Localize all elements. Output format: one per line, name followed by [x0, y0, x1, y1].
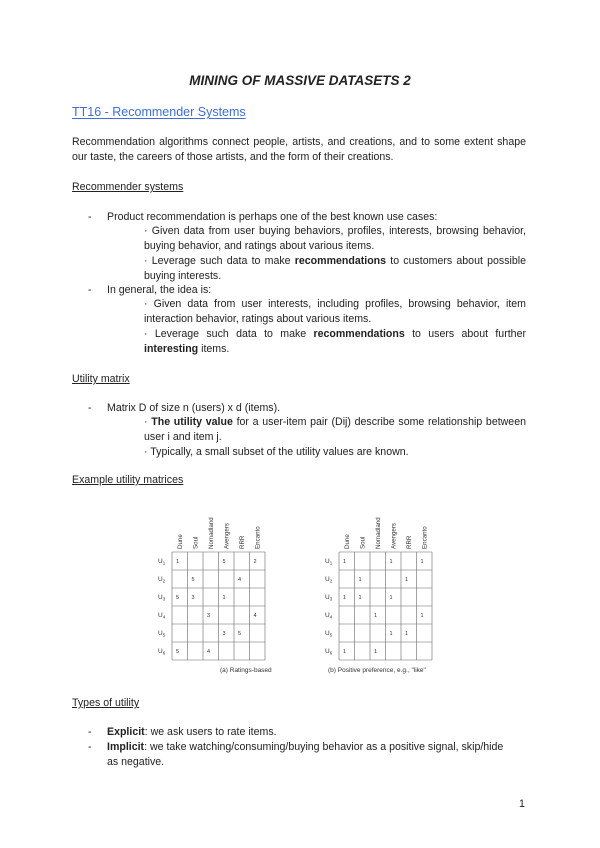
like-matrix	[325, 517, 432, 660]
ratings-matrix-row-label: $U_3$	[158, 594, 166, 602]
bullet-text: Product recommendation is perhaps one of the best known use cases:	[107, 211, 438, 223]
like-matrix-cell-value: 1	[420, 613, 424, 619]
document-title: MINING OF MASSIVE DATASETS 2	[189, 73, 411, 88]
ratings-matrix-row-label: $U_1$	[158, 558, 166, 566]
ratings-matrix-row-label: $U_6$	[158, 648, 166, 656]
bullet-dash: -	[88, 284, 92, 296]
like-matrix-row-label: $U_4$	[325, 612, 333, 620]
bullet-dash: -	[88, 211, 92, 223]
bullet-text: Implicit: we take watching/consuming/buying behavior as a positive signal, skip/hide	[107, 741, 504, 753]
sub-bullet-leverage: · Leverage such data to make recommendations to customers about possible buying interests.	[144, 255, 526, 282]
sub-bullet-utility-value: · The utility value for a user-item pair (Dij) describe some relationship between user i and item j.	[144, 416, 526, 443]
like-matrix-column-label: Soul	[359, 536, 367, 549]
ratings-matrix-column-label: RRR	[238, 535, 246, 549]
ratings-matrix-row-label: $U_4$	[158, 612, 166, 620]
like-matrix-row-label: $U_3$	[325, 594, 333, 602]
ratings-matrix-cell-value: 5	[176, 649, 180, 655]
like-matrix-cell-value: 1	[343, 595, 347, 601]
sub-bullet-leverage-users: · Leverage such data to make recommendations to users about further interesting items.	[144, 328, 526, 355]
like-matrix-column-label: Nomadland	[374, 517, 382, 549]
bullet-text: Explicit: we ask users to rate items.	[107, 726, 277, 738]
like-matrix-row-label: $U_2$	[325, 576, 333, 584]
like-matrix-cell-value: 1	[374, 649, 378, 655]
like-matrix-cell-value: 1	[405, 577, 409, 583]
recommender-systems-heading: Recommender systems	[72, 181, 184, 193]
intro-paragraph: Recommendation algorithms connect people, artists, and creations, and to some extent shape our taste, the careers of those artists, and the form of their creations.	[72, 136, 526, 163]
ratings-matrix-cell-value: 1	[222, 595, 226, 601]
ratings-matrix-cell-value: 3	[207, 613, 211, 619]
ratings-matrix-cell-value: 3	[222, 631, 226, 637]
like-matrix-row-label: $U_5$	[325, 630, 333, 638]
ratings-matrix-column-label: Soul	[192, 536, 200, 549]
like-matrix-cell-value: 1	[358, 595, 362, 601]
ratings-matrix-cell-value: 4	[253, 613, 257, 619]
like-matrix-cell-value: 1	[343, 649, 347, 655]
ratings-matrix-cell-value: 2	[253, 559, 257, 565]
section-link[interactable]: TT16 - Recommender Systems	[72, 105, 246, 119]
like-matrix-cell-value: 1	[420, 559, 424, 565]
ratings-matrix-cell-value: 5	[191, 577, 195, 583]
sub-bullet-given-data: · Given data from user buying behaviors, profiles, interests, browsing behavior, buying behavior, and ratings about various items.	[144, 225, 526, 252]
like-matrix-column-label: RRR	[405, 535, 413, 549]
caption-positive-preference: (b) Positive preference, e.g., "like"	[328, 667, 426, 674]
caption-ratings-based: (a) Ratings-based	[220, 667, 272, 674]
ratings-matrix-row-label: $U_2$	[158, 576, 166, 584]
bullet-dash: -	[88, 726, 92, 738]
utility-matrix-heading: Utility matrix	[72, 373, 130, 385]
ratings-matrix-cell-value: 5	[238, 631, 242, 637]
ratings-matrix-cell-value: 4	[207, 649, 211, 655]
ratings-matrix-column-label: Dune	[176, 534, 184, 549]
like-matrix-cell-value: 1	[358, 577, 362, 583]
ratings-matrix-cell-value: 5	[176, 595, 180, 601]
ratings-matrix-cell-value: 3	[191, 595, 195, 601]
like-matrix-cell-value: 1	[374, 613, 378, 619]
sub-bullet-given-interests: · Given data from user interests, including profiles, browsing behavior, item interaction behavior, ratings about various items.	[144, 298, 526, 325]
like-matrix-cell-value: 1	[405, 631, 409, 637]
ratings-matrix-column-label: Encanto	[254, 526, 262, 549]
like-matrix-column-label: Avengers	[390, 522, 398, 549]
ratings-matrix-cell-value: 4	[238, 577, 242, 583]
ratings-matrix-cell-value: 1	[176, 559, 180, 565]
bullet-text: Matrix D of size n (users) x d (items).	[107, 402, 281, 414]
example-matrices-figure	[150, 505, 460, 677]
like-matrix-cell-value: 1	[343, 559, 347, 565]
example-matrices-heading: Example utility matrices	[72, 474, 184, 486]
like-matrix-cell-value: 1	[389, 631, 393, 637]
ratings-matrix-column-label: Nomadland	[207, 517, 215, 549]
ratings-matrix	[158, 517, 265, 660]
types-of-utility-heading: Types of utility	[72, 697, 140, 709]
bullet-text: In general, the idea is:	[107, 284, 212, 296]
like-matrix-row-label: $U_1$	[325, 558, 333, 566]
ratings-matrix-cell-value: 5	[222, 559, 226, 565]
sub-bullet-subset-known: · Typically, a small subset of the utility values are known.	[144, 446, 409, 458]
ratings-matrix-row-label: $U_5$	[158, 630, 166, 638]
like-matrix-row-label: $U_6$	[325, 648, 333, 656]
like-matrix-cell-value: 1	[389, 595, 393, 601]
bullet-dash: -	[88, 741, 92, 753]
bullet-dash: -	[88, 402, 92, 414]
like-matrix-column-label: Encanto	[421, 526, 429, 549]
like-matrix-cell-value: 1	[389, 559, 393, 565]
like-matrix-column-label: Dune	[343, 534, 351, 549]
page-number: 1	[519, 798, 525, 810]
ratings-matrix-column-label: Avengers	[223, 522, 231, 549]
bullet-text: as negative.	[107, 756, 165, 768]
